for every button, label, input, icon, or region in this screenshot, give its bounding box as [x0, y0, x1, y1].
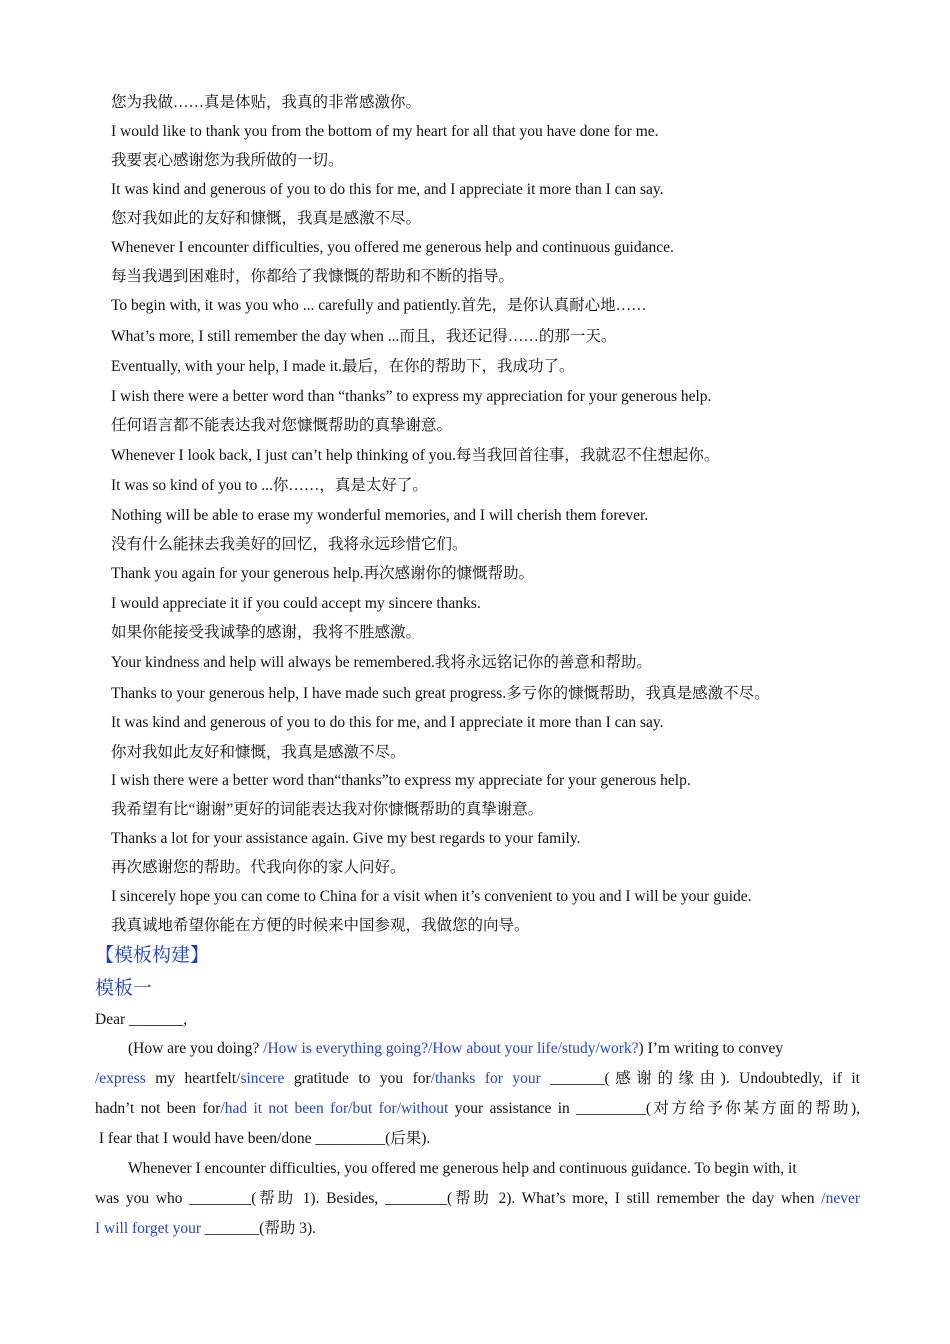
- alternative-phrase: /thanks for your: [430, 1070, 541, 1087]
- text-run: hadn’t not been for: [95, 1100, 221, 1117]
- text-run: _______(帮助 3).: [201, 1220, 316, 1237]
- paragraph-line: [95, 1219, 860, 1239]
- text-run: _______(感谢的缘由). Undoubtedly, if it: [540, 1070, 860, 1087]
- phrase-line: 你对我如此友好和慷慨，我真是感激不尽。: [111, 744, 406, 761]
- paragraph-line: I fear that I would have been/done _________(后果).: [95, 1130, 431, 1147]
- alternative-phrase: /never: [821, 1190, 860, 1207]
- text-run: ) I’m writing to convey: [638, 1040, 784, 1057]
- phrase-line: I wish there were a better word than“thanks”to express my appreciate for your generous help.: [111, 772, 691, 789]
- phrase-line: What’s more, I still remember the day when ...而且，我还记得……的那一天。: [111, 328, 617, 345]
- phrase-line: Eventually, with your help, I made it.最后，在你的帮助下，我成功了。: [111, 358, 575, 375]
- phrase-line: I sincerely hope you can come to China for a visit when it’s convenient to you and I will be your guide.: [111, 888, 752, 905]
- phrase-line: It was so kind of you to ...你……，真是太好了。: [111, 477, 428, 494]
- phrase-line: Whenever I encounter difficulties, you offered me generous help and continuous guidance.: [111, 239, 674, 256]
- phrase-line: I wish there were a better word than “thanks” to express my appreciation for your generous help.: [111, 388, 712, 405]
- text-run: my heartfelt: [145, 1070, 237, 1087]
- phrase-line: 我要衷心感谢您为我所做的一切。: [111, 152, 344, 169]
- text-run: gratitude to you for: [284, 1070, 431, 1087]
- phrase-line: 我真诚地希望你能在方便的时候来中国参观，我做您的向导。: [111, 917, 530, 934]
- text-run: (How are you doing?: [128, 1040, 264, 1057]
- paragraph-line: [95, 1069, 860, 1089]
- phrase-line: 您为我做……真是体贴，我真的非常感激你。: [111, 94, 422, 111]
- text-run: your assistance in _________(对方给予你某方面的帮助),: [448, 1100, 860, 1117]
- alternative-phrase: /express: [95, 1070, 146, 1087]
- alternative-phrase: /had it not been for/but for/without: [220, 1100, 449, 1117]
- paragraph-line: Whenever I encounter difficulties, you offered me generous help and continuous guidance. To begin with, it: [128, 1160, 797, 1177]
- paragraph-line: [95, 1189, 860, 1209]
- phrase-line: It was kind and generous of you to do this for me, and I appreciate it more than I can say.: [111, 714, 664, 731]
- phrase-line: 如果你能接受我诚挚的感谢，我将不胜感激。: [111, 624, 422, 641]
- phrase-line: 再次感谢您的帮助。代我向你的家人问好。: [111, 859, 406, 876]
- letter-greeting: Dear _______,: [95, 1011, 188, 1028]
- paragraph-line: [95, 1099, 860, 1119]
- phrase-line: Thanks a lot for your assistance again. Give my best regards to your family.: [111, 830, 581, 847]
- phrase-line: 我希望有比“谢谢”更好的词能表达我对你慷慨帮助的真挚谢意。: [111, 801, 544, 818]
- alternative-phrase: /How is everything going?/How about your life/study/work?: [263, 1040, 639, 1057]
- phrase-line: It was kind and generous of you to do this for me, and I appreciate it more than I can say.: [111, 181, 664, 198]
- phrase-line: Whenever I look back, I just can’t help thinking of you.每当我回首往事，我就忍不住想起你。: [111, 447, 720, 464]
- alternative-phrase: I will forget your: [95, 1220, 202, 1237]
- phrase-line: 您对我如此的友好和慷慨，我真是感激不尽。: [111, 210, 422, 227]
- text-run: was you who ________(帮助 1). Besides, ________(帮助 2). What’s more, I still remember the day when: [95, 1190, 822, 1207]
- phrase-line: Thanks to your generous help, I have made such great progress.多亏你的慷慨帮助，我真是感激不尽。: [111, 685, 770, 702]
- phrase-line: I would appreciate it if you could accept my sincere thanks.: [111, 595, 481, 612]
- phrase-line: 任何语言都不能表达我对您慷慨帮助的真挚谢意。: [111, 417, 453, 434]
- template-title: 模板一: [95, 978, 153, 999]
- phrase-line: 每当我遇到困难时，你都给了我慷慨的帮助和不断的指导。: [111, 268, 515, 285]
- phrase-line: To begin with, it was you who ... carefully and patiently.首先，是你认真耐心地……: [111, 297, 647, 314]
- phrase-line: 没有什么能抹去我美好的回忆，我将永远珍惜它们。: [111, 536, 468, 553]
- phrase-line: I would like to thank you from the bottom of my heart for all that you have done for me.: [111, 123, 659, 140]
- paragraph-line: [128, 1039, 836, 1059]
- phrase-line: Your kindness and help will always be remembered.我将永远铭记你的善意和帮助。: [111, 654, 652, 671]
- section-heading: 【模板构建】: [95, 945, 210, 966]
- phrase-line: Thank you again for your generous help.再次感谢你的慷慨帮助。: [111, 565, 535, 582]
- phrase-line: Nothing will be able to erase my wonderful memories, and I will cherish them forever.: [111, 507, 649, 524]
- alternative-phrase: /sincere: [236, 1070, 285, 1087]
